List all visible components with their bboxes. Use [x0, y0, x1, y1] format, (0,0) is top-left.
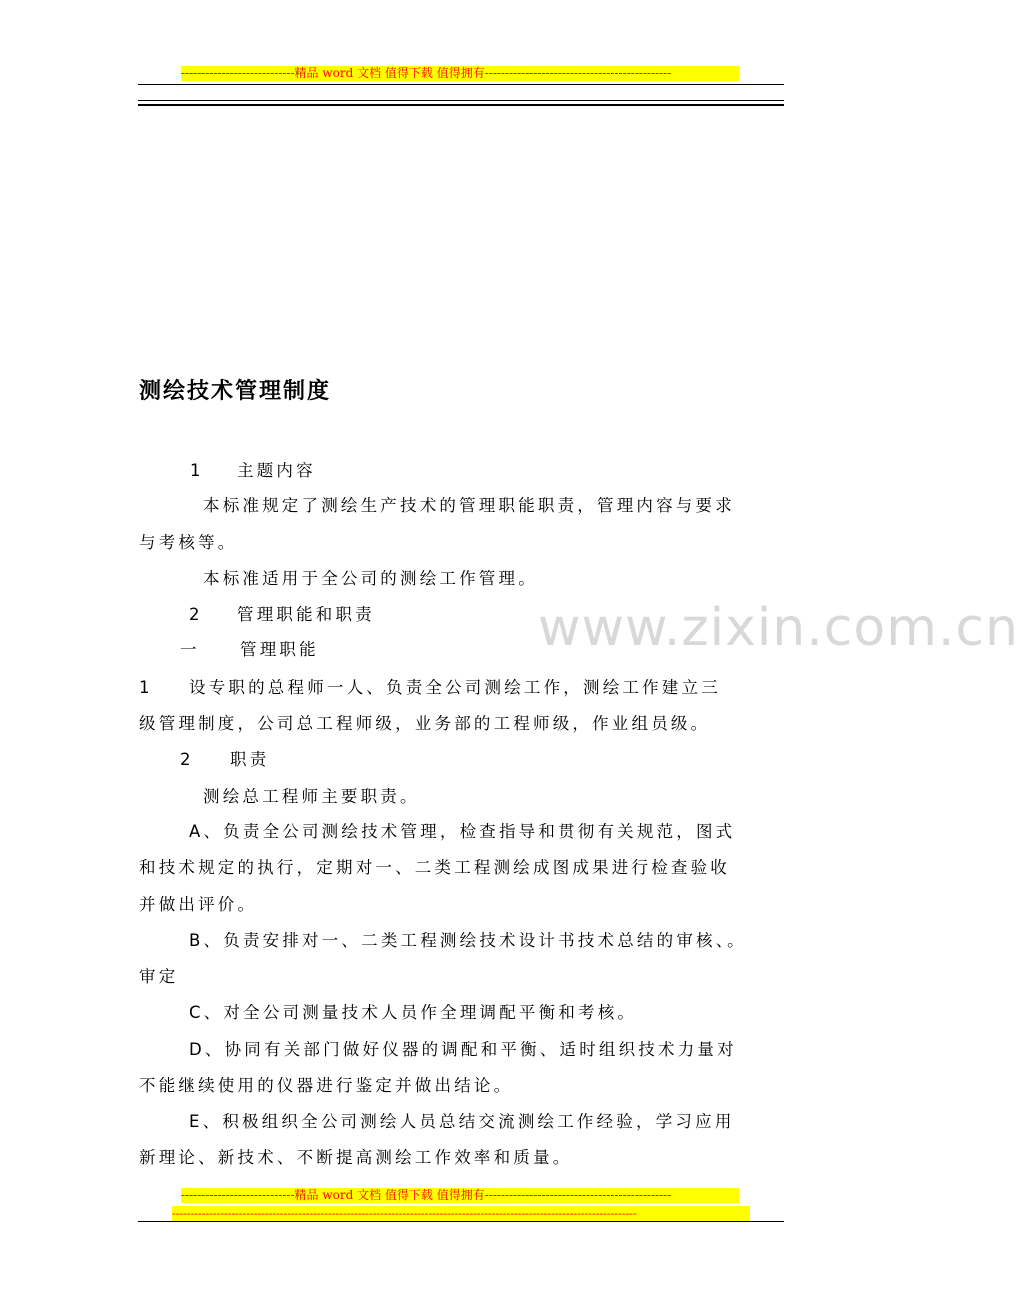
clause-b-line-1: B、负责安排对一、二类工程测绘技术设计书技术总结的审核、。	[189, 931, 747, 950]
footer-rule	[138, 1221, 784, 1222]
paragraph-2: 本标准适用于全公司的测绘工作管理。	[203, 569, 538, 588]
clause-e-line-2: 新理论、新技术、不断提高测绘工作效率和质量。	[139, 1148, 573, 1167]
header-rule-1	[138, 100, 784, 101]
section-1-number: 1	[190, 461, 201, 480]
clause-d-line-1: D、协同有关部门做好仪器的调配和平衡、适时组织技术力量对	[189, 1040, 737, 1059]
document-title: 测绘技术管理制度	[139, 379, 332, 404]
clause-a-line-3: 并做出评价。	[139, 895, 258, 914]
header-rule-2	[138, 104, 784, 106]
header-rule-thin	[138, 84, 784, 85]
item-2-title: 职责	[230, 750, 270, 769]
clause-e-line-1: E、积极组织全公司测绘人员总结交流测绘工作经验，学习应用	[189, 1112, 735, 1131]
paragraph-1-line-2: 与考核等。	[139, 533, 238, 552]
section-1-title: 主题内容	[237, 461, 316, 480]
clause-a-line-2: 和技术规定的执行，定期对一、二类工程测绘成图成果进行检查验收	[139, 858, 730, 877]
item-2-number: 2	[180, 750, 191, 769]
footer-dash-line: -----------------------------------------------------------------------------------------------------------------------------	[172, 1206, 750, 1221]
clause-b-line-2: 审定	[139, 967, 179, 986]
item-1-number: 1	[139, 678, 150, 697]
header-banner: ----------------------------精品 word 文档 值得下载 值得拥有----------------------------------------------	[181, 66, 739, 81]
item-1-line-2: 级管理制度，公司总工程师级，业务部的工程师级，作业组员级。	[139, 714, 711, 733]
clause-d-line-2: 不能继续使用的仪器进行鉴定并做出结论。	[139, 1076, 514, 1095]
section-2-number: 2	[189, 605, 200, 624]
paragraph-1-line-1: 本标准规定了测绘生产技术的管理职能职责，管理内容与要求	[203, 496, 735, 515]
paragraph-3: 测绘总工程师主要职责。	[203, 787, 420, 806]
footer-banner: ----------------------------精品 word 文档 值得下载 值得拥有----------------------------------------------	[181, 1188, 739, 1203]
watermark: www.zixin.com.cn	[538, 598, 1019, 658]
clause-c-line-1: C、对全公司测量技术人员作全理调配平衡和考核。	[189, 1003, 638, 1022]
item-1-line-1: 设专职的总程师一人、负责全公司测绘工作，测绘工作建立三	[189, 678, 721, 697]
clause-a-line-1: A、负责全公司测绘技术管理，检查指导和贯彻有关规范，图式	[189, 822, 736, 841]
section-2-title: 管理职能和职责	[237, 605, 375, 624]
subsection-1-number: 一	[180, 640, 197, 659]
subsection-1-title: 管理职能	[240, 640, 319, 659]
